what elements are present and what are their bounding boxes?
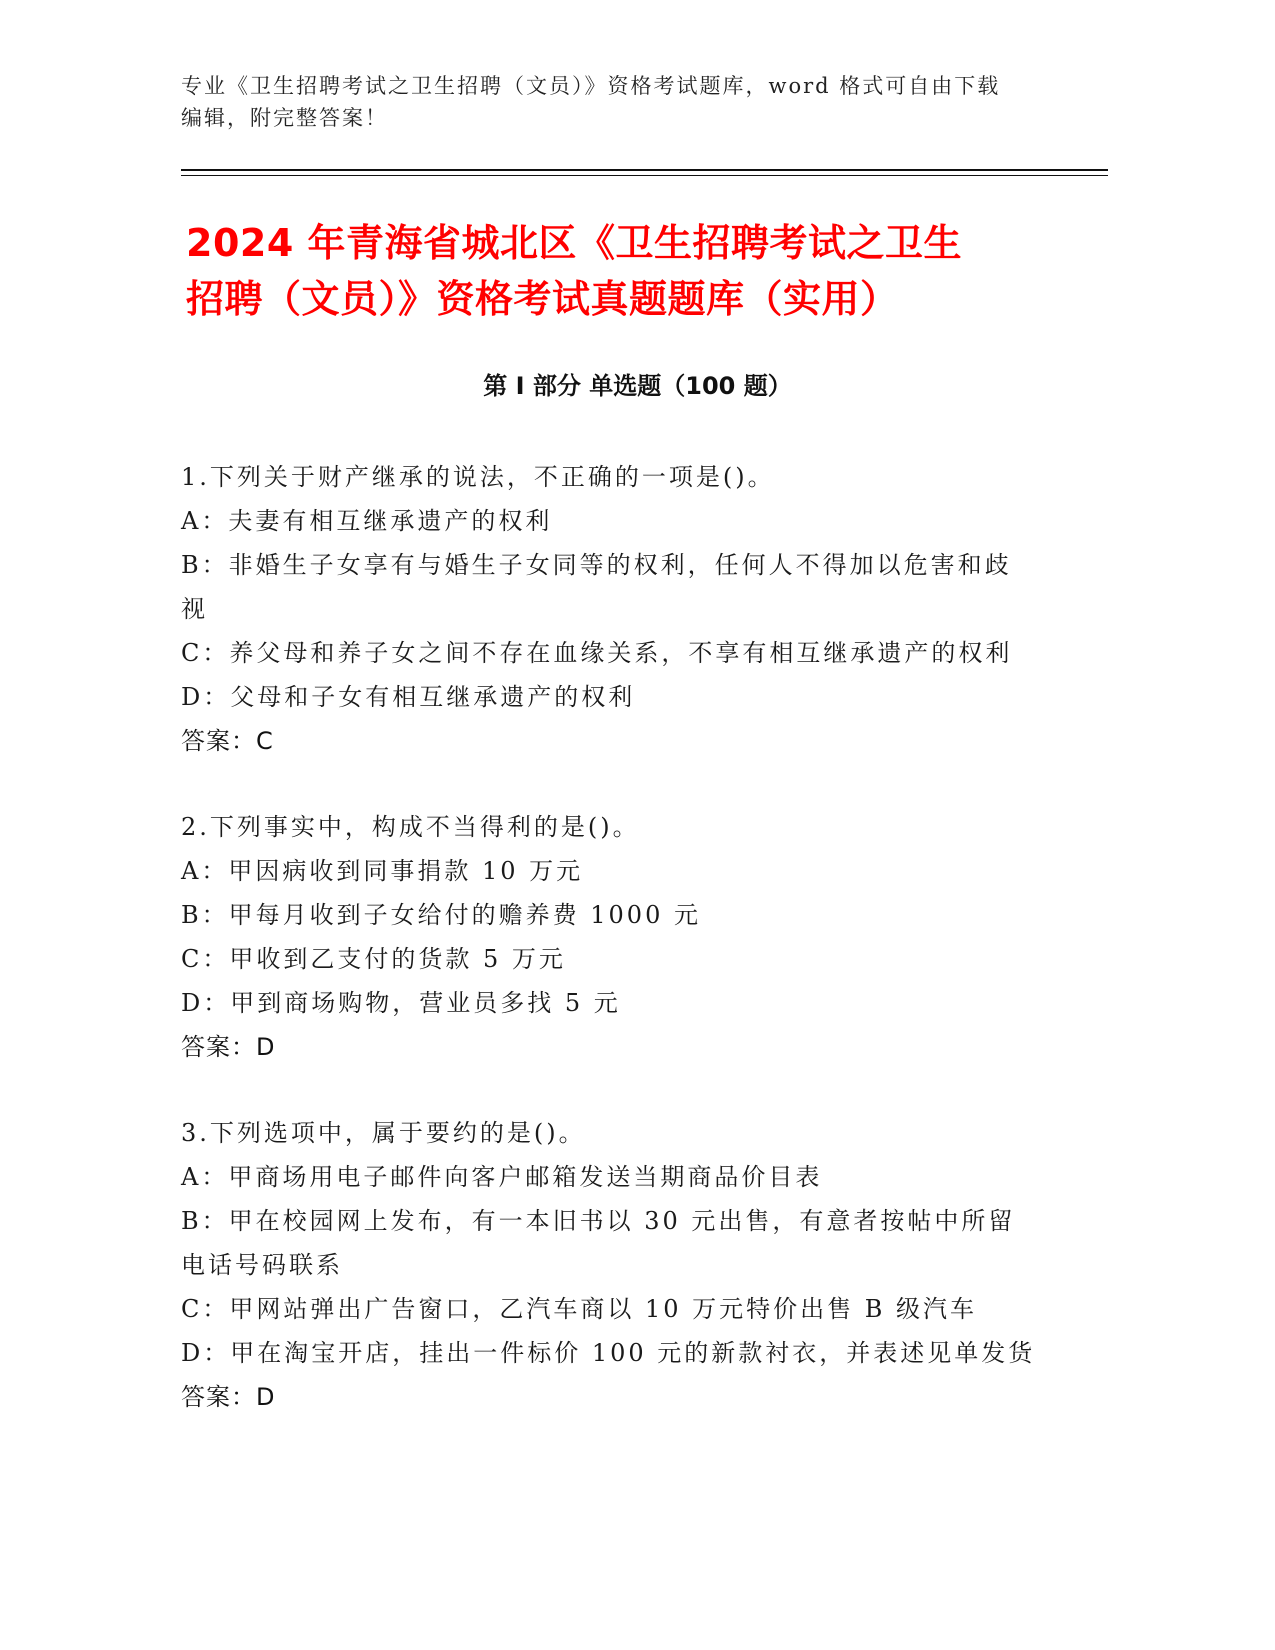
document-title [186,215,1086,327]
option-b: B：甲在校园网上发布，有一本旧书以 30 元出售，有意者按帖中所留 [181,1207,1016,1235]
option-a: A：甲因病收到同事捐款 10 万元 [181,857,584,885]
option-c: C：甲收到乙支付的货款 5 万元 [181,945,566,973]
question-stem: 2.下列事实中，构成不当得利的是()。 [181,813,640,841]
option-a: A：甲商场用电子邮件向客户邮箱发送当期商品价目表 [181,1163,823,1191]
header-note [181,70,1041,134]
option-c: C：甲网站弹出广告窗口，乙汽车商以 10 万元特价出售 B 级汽车 [181,1295,978,1323]
option-b-continued: 电话号码联系 [181,1251,343,1279]
document-title-line-1: 2024 年青海省城北区《卫生招聘考试之卫生 [186,221,962,265]
answer: 答案：C [181,727,274,755]
option-b: B：甲每月收到子女给付的赡养费 1000 元 [181,901,701,929]
header-divider-thin [181,175,1108,176]
question-stem: 3.下列选项中，属于要约的是()。 [181,1119,586,1147]
answer: 答案：D [181,1033,276,1061]
section-heading: 第 I 部分 单选题（100 题） [483,372,792,400]
question-3 [181,1111,1041,1419]
question-2 [181,805,1041,1069]
header-note-line-1: 专业《卫生招聘考试之卫生招聘（文员）》资格考试题库，word 格式可自由下载 [181,74,1001,98]
question-list [181,455,1041,1461]
option-d: D：甲到商场购物，营业员多找 5 元 [181,989,621,1017]
option-a: A：夫妻有相互继承遗产的权利 [181,507,553,535]
question-1 [181,455,1041,763]
header-divider-thick [181,169,1108,171]
option-d: D：父母和子女有相互继承遗产的权利 [181,683,636,711]
question-stem: 1.下列关于财产继承的说法，不正确的一项是()。 [181,463,775,491]
option-b-continued: 视 [181,595,208,623]
document-title-line-2: 招聘（文员）》资格考试真题题库（实用） [186,277,899,321]
option-b: B：非婚生子女享有与婚生子女同等的权利，任何人不得加以危害和歧 [181,551,1012,579]
header-note-line-2: 编辑，附完整答案！ [181,106,388,130]
option-d: D：甲在淘宝开店，挂出一件标价 100 元的新款衬衣，并表述见单发货 [181,1339,1036,1367]
answer: 答案：D [181,1383,276,1411]
option-c: C：养父母和养子女之间不存在血缘关系，不享有相互继承遗产的权利 [181,639,1013,667]
